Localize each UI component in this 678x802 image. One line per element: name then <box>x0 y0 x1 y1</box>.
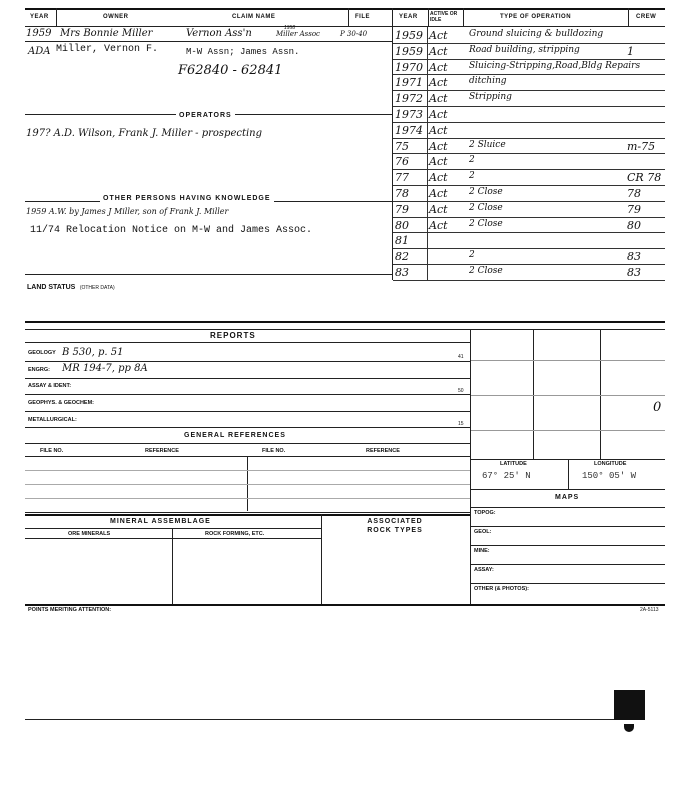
activity-crew: CR 78 <box>627 171 662 185</box>
activity-status: Act <box>429 108 448 121</box>
reports-row-line <box>25 394 470 395</box>
activity-status: Act <box>429 202 448 216</box>
latitude-label: LATITUDE <box>500 461 527 467</box>
assay-label: ASSAY & IDENT: <box>28 383 72 389</box>
header-year: YEAR <box>30 14 49 20</box>
header-divider <box>628 8 629 26</box>
other-persons-title: OTHER PERSONS HAVING KNOWLEDGE <box>100 195 274 202</box>
longitude-value: 150° 05' W <box>582 471 637 481</box>
activity-col-line <box>427 27 428 280</box>
activity-crew: 80 <box>627 218 641 232</box>
maps-line <box>471 583 665 584</box>
black-dot <box>624 724 634 732</box>
refs-title-line <box>25 443 470 444</box>
metallurgical-label: METALLURGICAL: <box>28 417 77 423</box>
reports-title-line <box>25 342 470 343</box>
refs-file-no-2: FILE NO. <box>262 448 286 454</box>
geology-label: GEOLOGY <box>28 350 56 356</box>
engrg-label: ENGRG: <box>28 367 50 373</box>
refs-file-no-1: FILE NO. <box>40 448 64 454</box>
refs-reference-2: REFERENCE <box>366 448 400 454</box>
activity-row-line <box>393 280 665 281</box>
top-border <box>25 8 665 10</box>
mineral-title: MINERAL ASSEMBLAGE <box>110 518 211 525</box>
activity-status: Act <box>429 139 448 153</box>
header-file: FILE <box>355 14 370 20</box>
activity-year: 77 <box>395 171 409 185</box>
activity-crew: 1 <box>627 44 634 58</box>
activity-status: Act <box>429 155 448 169</box>
mineral-head-line <box>25 538 321 539</box>
activity-year: 1959 <box>395 29 423 42</box>
maps-topog: TOPOG: <box>474 510 496 516</box>
activity-crew: 83 <box>627 250 641 264</box>
activity-status: Act <box>429 123 448 137</box>
activity-row-line <box>393 232 665 233</box>
activity-operation: 2 Close <box>469 266 503 276</box>
location-grid-line <box>471 360 665 361</box>
reports-row-line <box>25 427 470 428</box>
rock-forming: ROCK FORMING, ETC. <box>205 531 265 537</box>
reports-num-2: 50 <box>458 388 464 394</box>
activity-year: 78 <box>395 187 409 200</box>
activity-row-line <box>393 185 665 186</box>
operators-entry: 197? A.D. Wilson, Frank J. Miller - prospecting <box>26 128 263 139</box>
activity-row-line <box>393 43 665 44</box>
activity-year: 80 <box>395 218 409 232</box>
activity-status: Act <box>429 44 448 58</box>
refs-row <box>25 470 470 471</box>
reports-top <box>25 329 665 330</box>
general-references-title: GENERAL REFERENCES <box>184 432 286 439</box>
bottom-section-line <box>25 604 665 606</box>
header-crew: CREW <box>636 14 657 20</box>
land-status <box>27 276 115 294</box>
activity-operation: 2 Close <box>469 202 503 213</box>
location-ref-mark: 0 <box>653 400 662 415</box>
activity-operation: 2 Close <box>469 187 503 197</box>
maps-other: OTHER (& PHOTOS): <box>474 586 529 592</box>
file-numbers: F62840 - 62841 <box>178 63 283 78</box>
header-divider <box>56 8 57 26</box>
activity-crew: 78 <box>627 187 641 200</box>
land-status-line <box>25 274 392 275</box>
geophys-label: GEOPHYS. & GEOCHEM: <box>28 400 95 406</box>
activity-row-line <box>393 59 665 60</box>
owner-name-1: Mrs Bonnie Miller <box>60 28 153 39</box>
reports-row-line <box>25 378 470 379</box>
header-divider <box>348 8 349 26</box>
activity-operation: 2 Sluice <box>469 139 506 150</box>
file-1: P 30-40 <box>340 30 368 38</box>
activity-row-line <box>393 106 665 107</box>
location-grid-line <box>471 395 665 396</box>
relocation-notice: 11/74 Relocation Notice on M-W and James Assoc. <box>30 225 313 236</box>
activity-crew: 83 <box>627 266 641 279</box>
location-grid-line <box>600 329 601 459</box>
maps-line <box>471 507 665 508</box>
activity-status: Act <box>429 218 448 232</box>
reports-right-edge <box>470 329 471 604</box>
activity-row-line <box>393 90 665 91</box>
activity-year: 75 <box>395 139 409 153</box>
activity-year: 76 <box>395 155 409 169</box>
maps-title: MAPS <box>555 494 580 501</box>
activity-year: 83 <box>395 266 409 279</box>
activity-operation: Stripping <box>469 92 512 103</box>
activity-operation: 2 <box>469 250 475 261</box>
maps-geol: GEOL: <box>474 529 492 535</box>
activity-row-line <box>393 153 665 154</box>
maps-assay: ASSAY: <box>474 567 494 573</box>
activity-row-line <box>393 169 665 170</box>
activity-status: Act <box>429 171 448 185</box>
maps-mine: MINE: <box>474 548 490 554</box>
header-active-idle: ACTIVE OR IDLE <box>430 11 458 23</box>
activity-year: 1972 <box>395 92 423 106</box>
header-divider <box>428 8 429 26</box>
activity-row-line <box>393 264 665 265</box>
mineral-sub-line <box>25 528 321 529</box>
mineral-top <box>25 514 470 516</box>
land-status-sub: (OTHER DATA) <box>79 285 115 291</box>
activity-crew: 79 <box>627 202 641 216</box>
activity-row-line <box>393 248 665 249</box>
activity-operation: 2 <box>469 171 475 182</box>
claim-name-2: M-W Assn; James Assn. <box>186 47 300 57</box>
header-claim-name: CLAIM NAME <box>232 14 276 20</box>
activity-row-line <box>393 122 665 123</box>
land-status-label: LAND STATUS <box>27 284 76 291</box>
owner-name-2: Miller, Vernon F. <box>56 44 159 55</box>
activity-year: 81 <box>395 234 409 248</box>
refs-row <box>25 498 470 499</box>
activity-operation: Ground sluicing & bulldozing <box>469 29 604 39</box>
header-year-2: YEAR <box>399 14 418 20</box>
mineral-divider <box>321 514 322 604</box>
assoc-rock-title: ASSOCIATED ROCK TYPES <box>367 518 423 534</box>
reports-num-3: 15 <box>458 421 464 427</box>
activity-operation: Road building, stripping <box>469 44 580 55</box>
other-persons-entry: 1959 A.W. by James J Miller, son of Frank J. Miller <box>26 207 229 216</box>
reports-title: REPORTS <box>210 331 256 340</box>
owner-year-1: 1959 <box>26 28 52 39</box>
activity-year: 82 <box>395 250 409 264</box>
activity-operation: 2 <box>469 155 475 166</box>
activity-status: Act <box>429 187 448 200</box>
reports-row-line <box>25 361 470 362</box>
activity-status: Act <box>429 76 448 90</box>
activity-status: Act <box>429 60 448 74</box>
header-divider <box>463 8 464 26</box>
engrg-value: MR 194-7, pp 8A <box>62 363 148 374</box>
activity-year: 1970 <box>395 60 423 74</box>
activity-list <box>393 27 665 289</box>
points-meriting: POINTS MERITING ATTENTION: <box>28 607 112 613</box>
longitude-label: LONGITUDE <box>594 461 627 467</box>
reports-row-line <box>25 411 470 412</box>
refs-bottom <box>25 512 470 513</box>
mineral-col <box>172 528 173 604</box>
form-number: 2A-5113 <box>640 607 659 613</box>
activity-status: Act <box>429 92 448 106</box>
activity-operation: ditching <box>469 76 507 87</box>
operators-title: OPERATORS <box>176 112 235 119</box>
page-bottom-line <box>25 719 615 720</box>
refs-reference-1: REFERENCE <box>145 448 179 454</box>
location-grid-line <box>471 430 665 431</box>
maps-top <box>471 489 665 490</box>
header-owner: OWNER <box>103 14 129 20</box>
claim-name-1: Vernon Ass'n <box>186 28 252 39</box>
ore-minerals: ORE MINERALS <box>68 531 111 537</box>
mid-separator <box>25 321 665 323</box>
latitude-value: 67° 25' N <box>482 471 531 481</box>
black-marker <box>614 690 645 720</box>
claim-note: 1958 <box>284 25 296 31</box>
activity-year: 79 <box>395 202 409 216</box>
refs-row <box>25 484 470 485</box>
activity-year: 1973 <box>395 108 423 121</box>
reports-num-1: 41 <box>458 354 464 360</box>
owners-underline <box>25 41 392 42</box>
activity-row-line <box>393 74 665 75</box>
claim-name-extra: Miller Assoc <box>276 30 320 38</box>
location-grid-line <box>533 329 534 459</box>
activity-row-line <box>393 201 665 202</box>
activity-status: Act <box>429 29 448 42</box>
activity-year: 1959 <box>395 44 423 58</box>
owner-prefix-2: ADA <box>28 46 51 57</box>
activity-operation: Sluicing-Stripping,Road,Bldg Repairs <box>469 60 641 71</box>
maps-line <box>471 545 665 546</box>
activity-year: 1971 <box>395 76 423 90</box>
latlon-divider <box>568 459 569 489</box>
activity-crew: m-75 <box>627 139 656 153</box>
maps-line <box>471 564 665 565</box>
activity-row-line <box>393 217 665 218</box>
maps-line <box>471 526 665 527</box>
activity-year: 1974 <box>395 123 423 137</box>
geology-value: B 530, p. 51 <box>62 347 124 358</box>
activity-row-line <box>393 138 665 139</box>
header-type-operation: TYPE OF OPERATION <box>500 14 572 20</box>
activity-operation: 2 Close <box>469 218 503 229</box>
